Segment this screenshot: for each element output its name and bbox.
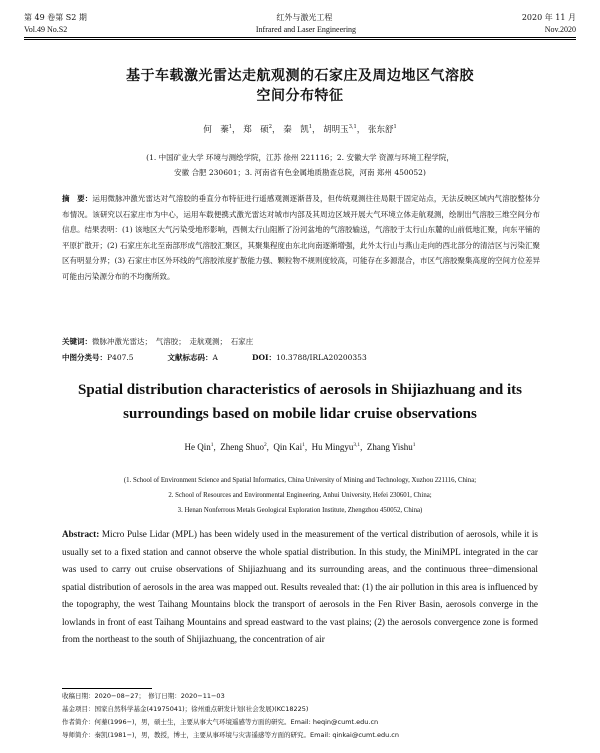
- title-zh: [24, 66, 576, 106]
- author-affil-sup: 3,1: [353, 442, 361, 448]
- affiliation-en-line2: 2. School of Resources and Environmental Engineering, Anhui University, Hefei 230601, China;: [168, 492, 432, 499]
- abstract-en: [62, 526, 538, 649]
- footnote-tutor: 导师简介：秦凯(1981−)，男，教授，博士，主要从事环境与灾害遥感等方面的研究。Email: qinkai@cumt.edu.cn: [62, 731, 399, 739]
- keywords-zh-text: 微脉冲激光雷达； 气溶胶； 走航观测； 石家庄: [92, 337, 254, 346]
- affiliation-zh-line2: 安徽 合肥 230601；3. 河南省有色金属地质勘查总院，河南 郑州 450052): [174, 168, 426, 177]
- keywords-zh-label: 关键词：: [62, 337, 92, 346]
- authors-en: He Qin$^1$, Zheng Shuo$^2$, Qin Kai$^1$, Hu Mingyu$^{3,1}$, Zhang Yishu$^1$: [184, 442, 416, 452]
- affiliations-en: [24, 473, 576, 518]
- date-zh: 2020 年 11 月: [521, 13, 576, 22]
- footnote-received: 收稿日期：2020−08−27； 修订日期：2020−11−03: [62, 692, 225, 700]
- abstract-en-text: Micro Pulse Lidar (MPL) has been widely used in the measurement of the vertical distribution of aerosols, while it is usually set to a fixed station and cannot observe the whole spatial distribution. In this study, the MiniMPL integrated in the car was used to carry out cruise observations of Shijiazhuang and its surrounding areas, and the continuous three−dimensional spatial distribution of aerosols in the area was mapped out. Results revealed that: (1) the air pollution in this area is influenced by the topography, the west Taihang Mountains block the transport of aerosols in the Fen River Basin, aerosols converge in the lowlands in front of east Taihang Mountains and spread eastward to the vast plains; (2) the aerosols convergence zone is formed from the northeast to the south of Shijiazhuang, the concentration of air: [62, 529, 539, 644]
- title-en-line1: Spatial distribution characteristics of aerosols in Shijiazhuang and its: [78, 382, 522, 398]
- abstract-zh: [62, 191, 540, 284]
- title-zh-line1: 基于车载激光雷达走航观测的石家庄及周边地区气溶胶: [126, 68, 474, 84]
- author-affil-sup: 1: [393, 124, 397, 131]
- affiliation-en-line3: 3. Henan Nonferrous Metals Geological Exploration Institute, Zhengzhou 450052, China): [177, 507, 423, 514]
- author-affil-sup: 1: [210, 442, 214, 448]
- author-affil-sup: 2: [263, 442, 267, 448]
- author-zh: 张东舒: [368, 125, 394, 135]
- affiliation-zh-line1: (1. 中国矿业大学 环境与测绘学院，江苏 徐州 221116；2. 安徽大学 资源与环境工程学院，: [146, 153, 454, 162]
- clc-value: P407.5: [107, 353, 134, 362]
- volume-zh: 第 49 卷第 S2 期: [24, 13, 87, 22]
- footnote-divider: [62, 688, 152, 689]
- author-affil-sup: 1: [302, 442, 305, 448]
- author-affil-sup: 2: [268, 124, 272, 131]
- author-zh: 胡明玉: [323, 125, 349, 135]
- author-affil-sup: 3,1: [348, 124, 357, 131]
- keywords-zh: [62, 334, 540, 350]
- volume-en: Vol.49 No.S2: [24, 25, 68, 34]
- authors-zh: 何 蓁$^1$， 郑 硕$^2$， 秦 凯$^1$， 胡明玉$^{3,1}$， 张东舒$^1$: [203, 124, 397, 135]
- classification-row: [62, 350, 540, 366]
- journal-header-en: [24, 25, 576, 34]
- title-zh-line2: 空间分布特征: [256, 88, 344, 104]
- journal-name-zh: 红外与激光工程: [276, 13, 333, 22]
- author-en: Hu Mingyu: [311, 442, 354, 452]
- title-en-line2: surroundings based on mobile lidar cruise observations: [123, 406, 477, 422]
- doc-code-value: A: [212, 353, 218, 362]
- doi-value: 10.3788/IRLA20200353: [276, 353, 367, 362]
- footnote-first-author: 作者简介：何蓁(1996−)，男，硕士生，主要从事大气环境遥感等方面的研究。Email: heqin@cumt.edu.cn: [62, 718, 379, 726]
- doc-code-label: 文献标志码：: [167, 353, 213, 362]
- footnote-funding: 基金项目：国家自然科学基金(41975041)；徐州重点研发计划(社会发展)(KC18225): [62, 705, 309, 713]
- author-en: Zheng Shuo: [220, 442, 264, 452]
- author-en: Zhang Yishu: [366, 442, 413, 452]
- affiliation-en-line1: (1. School of Environment Science and Spatial Informatics, China University of Mining and Technology, Xuzhou 221116, China;: [123, 477, 477, 484]
- abstract-zh-text: 运用微脉冲激光雷达对气溶胶的垂直分布特征进行遥感观测逐渐普及，但传统观测往往局限于固定站点，无法反映区域内气溶胶整体分布情况。该研究以石家庄市为中心，运用车载便携式激光雷达对城市内部及其周边区域开展大气环境立体走航观测，绘制出气溶胶三维空间分布信息。结果表明：(1) 该地区大气污染受地形影响，西侧太行山阻断了汾河盆地的气溶胶输送，气溶胶于太行山东麓的山前低地汇聚，向东平铺的平原扩散开；(2) 石家庄东北至南部形成气溶胶汇聚区，其聚集程度由东北向南逐渐增强，此外太行山与燕山走向的西北部分的清洁区与污染汇聚区有明显分界；(3) 石家庄市区外环线的气溶胶浓度扩散能力强、颗粒物不规则度较高，可能存在多源混合，市区气溶胶聚集高度的空间方位差异可能由污染源分布的不均衡所致。: [62, 194, 541, 281]
- doi-label: DOI：: [251, 353, 276, 362]
- author-zh: 何 蓁: [203, 125, 229, 135]
- abstract-en-label: Abstract:: [62, 529, 100, 539]
- header-divider-bottom: [24, 39, 576, 40]
- author-zh: 秦 凯: [283, 125, 309, 135]
- author-zh: 郑 硕: [243, 125, 269, 135]
- date-en: Nov.2020: [544, 25, 576, 34]
- title-en: [24, 378, 576, 426]
- author-affil-sup: 1: [412, 442, 416, 448]
- clc-label: 中图分类号：: [62, 353, 107, 362]
- author-en: Qin Kai: [273, 442, 303, 452]
- header-divider-top: [24, 37, 576, 38]
- journal-header-zh: [24, 12, 576, 23]
- author-affil-sup: 1: [308, 124, 312, 131]
- affiliations-zh: [24, 150, 576, 180]
- author-affil-sup: 1: [228, 124, 232, 131]
- journal-name-en: Infrared and Laser Engineering: [255, 25, 357, 34]
- abstract-zh-label: 摘 要：: [62, 194, 93, 203]
- author-en: He Qin: [184, 442, 211, 452]
